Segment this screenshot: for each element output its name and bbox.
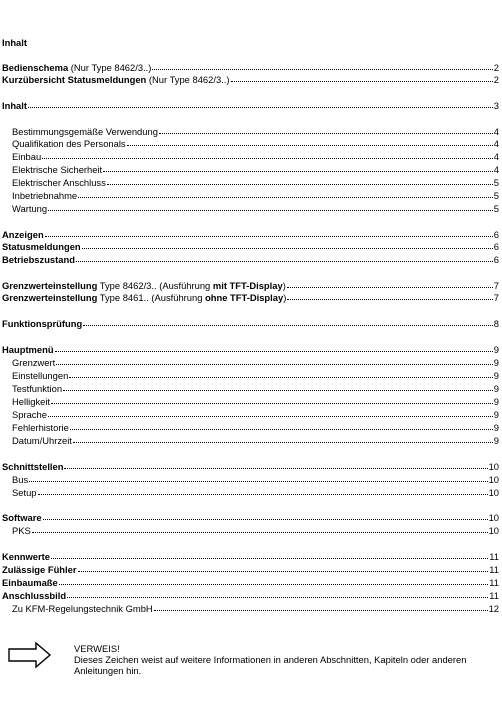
toc-title-part: ) [283,292,287,303]
toc-title-part: Inhalt [2,100,27,111]
toc-page-number: 5 [493,203,499,214]
dot-leader [45,228,493,237]
toc-page-number: 4 [493,164,499,175]
toc-page-number: 9 [493,422,499,433]
toc-title-part: Software [2,512,42,523]
toc-title-part: Anzeigen [2,229,44,240]
dot-leader [76,253,493,262]
toc-entry-title [2,292,286,304]
dot-leader [69,369,492,378]
dot-leader [83,317,493,326]
toc-title-part: Testfunktion [12,383,63,394]
toc-title-part: Grenzwerteinstellung [2,280,98,291]
toc-title-part: ) [282,280,286,291]
toc-entry[interactable] [12,435,499,447]
toc-entry-title [12,487,37,499]
toc-title-part: Einbau [12,151,42,162]
toc-title-part: ohne TFT-Display [205,292,284,303]
toc-entry[interactable] [12,474,499,486]
toc-page-number: 12 [488,603,499,614]
toc-title-part: Elektrischer Anschluss [12,177,106,188]
toc-entry[interactable] [2,254,499,266]
toc-page-number: 8 [493,318,499,329]
toc-entry[interactable] [2,292,499,304]
toc-page-number: 9 [493,370,499,381]
toc-page-number: 4 [493,126,499,137]
toc-page-number: 10 [488,474,499,485]
toc-title-part: Wartung [12,203,48,214]
toc-page-number: 2 [493,74,499,85]
toc-entry-title [12,357,55,369]
toc-entry-title [2,512,42,524]
toc-entry[interactable] [12,138,499,150]
toc-entry-title [12,396,50,408]
toc-entry[interactable] [2,564,499,576]
toc-title-part: Qualifikation des Personals [12,138,126,149]
toc-page-number: 10 [488,525,499,536]
dot-leader [42,150,493,159]
toc-title-part: Grenzwert [12,357,56,368]
toc-title-part: Bedienschema [2,62,69,73]
toc-entry-title [12,138,126,150]
toc-entry[interactable] [12,422,499,434]
toc-page-number: 5 [493,177,499,188]
dot-leader [56,356,493,365]
toc-entry-title [2,590,66,602]
toc-page-number: 7 [493,292,499,303]
dot-leader [159,125,493,134]
dot-leader [28,99,493,108]
toc-title-part: Elektrische Sicherheit [12,164,103,175]
toc-entry[interactable] [12,357,499,369]
toc-entry-title [2,254,75,266]
toc-entry[interactable] [12,383,499,395]
dot-leader [48,202,493,211]
toc-page-number: 10 [488,487,499,498]
dot-leader [48,408,493,417]
dot-leader [78,189,493,198]
toc-entry-title [2,318,82,330]
dot-leader [55,343,493,352]
toc-entry[interactable] [12,177,499,189]
dot-leader [73,434,493,443]
toc-page-number: 3 [493,100,499,111]
toc-page-number: 11 [489,564,499,575]
toc-title-part: Datum/Uhrzeit [12,435,72,446]
toc-entry[interactable] [2,512,499,524]
toc-entry[interactable] [2,590,499,602]
toc-entry[interactable] [12,370,499,382]
dot-leader [152,61,492,70]
dot-leader [107,176,493,185]
toc-entry[interactable] [2,577,499,589]
toc-title-part: Fehlerhistorie [12,422,69,433]
toc-page-number: 9 [493,357,499,368]
toc-page-number: 11 [489,590,499,601]
toc-title-part: Hauptmenü [2,344,54,355]
toc-entry-title [12,203,47,215]
toc-title-part: mit TFT-Display [212,280,283,291]
toc-title-part: Schnittstellen [2,461,64,472]
toc-title-part: Zu KFM-Regelungstechnik GmbH [12,603,153,614]
note-title: VERWEIS! [74,643,120,654]
dot-leader [127,137,493,146]
toc-page-number: 4 [493,138,499,149]
toc-page-number: 4 [493,151,499,162]
toc-page-number: 9 [493,396,499,407]
toc-title-part: Type 8461.. (Ausführung [97,292,206,303]
toc-entry-title [12,190,77,202]
toc-entry-title [2,100,27,112]
toc-entry[interactable] [12,190,499,202]
dot-leader [29,473,487,482]
toc-entry-title [2,229,44,241]
toc-entry-title [2,241,81,253]
toc-entry[interactable] [2,241,499,253]
toc-entry-title [2,577,58,589]
dot-leader [38,486,488,495]
dot-leader [287,291,492,300]
toc-title-part: Kennwerte [2,551,50,562]
toc-title-part: Type 8462/3.. (Ausführung [97,280,213,291]
toc-title-part: (Nur Type 8462/3..) [146,74,230,85]
toc-entry-title [12,383,62,395]
toc-title-part: Setup [12,487,37,498]
toc-title-part: Anschlussbild [2,590,67,601]
toc-entry-title [12,474,28,486]
dot-leader [231,73,493,82]
toc-entry[interactable] [12,151,499,163]
toc-title-part: Inbetriebnahme [12,190,78,201]
dot-leader [59,576,489,585]
toc-title-part: Einbaumaße [2,577,58,588]
toc-page-number: 11 [489,551,499,562]
toc-entry[interactable] [12,525,499,537]
toc-page-number: 9 [493,383,499,394]
dot-leader [43,511,488,520]
toc-title-part: Funktionsprüfung [2,318,83,329]
toc-entry[interactable] [2,461,499,473]
toc-page-number: 5 [493,190,499,201]
toc-entry[interactable] [12,409,499,421]
toc-entry-title [12,151,41,163]
dot-leader [63,382,493,391]
toc-entry-title [2,564,77,576]
toc-entry-title [12,177,106,189]
toc-entry-title [12,370,68,382]
toc-title-part: Zulässige Fühler [2,564,77,575]
toc-entry-title [2,62,151,74]
dot-leader [70,421,493,430]
toc-title-part: Einstellungen [12,370,69,381]
toc-entry-title [2,551,50,563]
dot-leader [154,602,488,611]
toc-page-number: 9 [493,344,499,355]
toc-page-number: 9 [493,409,499,420]
toc-entry[interactable] [2,344,499,356]
toc-entry-title [12,409,47,421]
toc-entry-title [2,344,54,356]
dot-leader [64,460,487,469]
toc-entry[interactable] [2,551,499,563]
toc-entry[interactable] [12,164,499,176]
toc-entry-title [12,435,72,447]
dot-leader [32,524,488,533]
toc-entry-title [12,164,102,176]
toc-page-number: 6 [493,254,499,265]
toc-page-number: 9 [493,435,499,446]
toc-entry-title [2,280,286,292]
toc-page-number: 10 [488,461,499,472]
dot-leader [287,279,493,288]
toc-entry[interactable] [2,74,499,86]
toc-title-part: Helligkeit [12,396,51,407]
toc-entry-title [12,603,153,615]
dot-leader [51,550,488,559]
toc-entry[interactable] [2,100,499,112]
toc-title-part: Grenzwerteinstellung [2,292,98,303]
toc-entry-title [12,525,31,537]
toc-title-part: Bestimmungsgemäße Verwendung [12,126,158,137]
toc-entry[interactable] [12,396,499,408]
dot-leader [82,240,493,249]
toc-entry-title [12,422,69,434]
toc-title-part: Sprache [12,409,47,420]
toc-title-part: PKS [12,525,31,536]
toc-page-number: 6 [493,241,499,252]
toc-entry[interactable] [12,487,499,499]
toc-page-number: 7 [493,280,499,291]
toc-title-part: Bus [12,474,29,485]
toc-entry-title [2,461,63,473]
toc-title-part: Betriebszustand [2,254,75,265]
toc-page-number: 11 [489,577,499,588]
toc-title-part: Statusmeldungen [2,241,81,252]
dot-leader [51,395,493,404]
toc-entry[interactable] [12,603,499,615]
reference-note [74,643,502,676]
toc-entry[interactable] [12,203,499,215]
dot-leader [78,563,489,572]
page-title: Inhalt [2,37,27,48]
dot-leader [67,589,488,598]
dot-leader [103,163,493,172]
arrow-right-outline-icon [8,641,52,669]
toc-page-number: 6 [493,229,499,240]
toc-page-number: 2 [493,62,499,73]
toc-page-number: 10 [488,512,499,523]
toc-entry-title [2,74,230,86]
toc-entry[interactable] [2,318,499,330]
toc-title-part: (Nur Type 8462/3..) [68,62,152,73]
note-text: Dieses Zeichen weist auf weitere Informationen in anderen Abschnitten, Kapiteln oder anderen Anleitungen hin. [74,654,467,676]
toc-title-part: Kurzübersicht Statusmeldungen [2,74,147,85]
